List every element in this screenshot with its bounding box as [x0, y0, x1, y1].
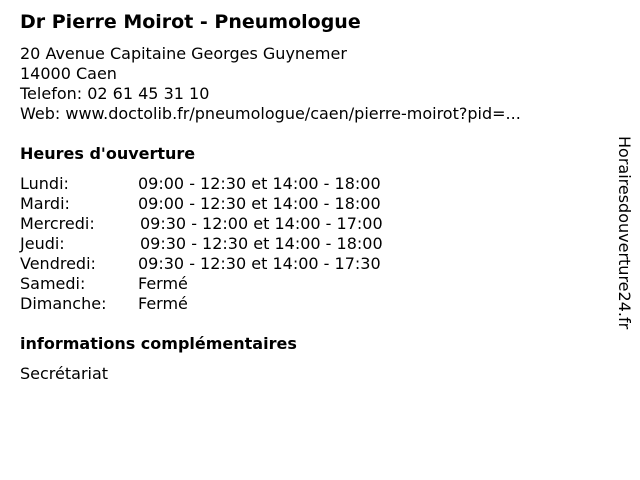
opening-hours-table	[20, 174, 440, 314]
website-line[interactable]: Web: www.doctolib.fr/pneumologue/caen/pierre-moirot?pid=...	[20, 104, 521, 123]
hours-row-friday	[20, 254, 440, 274]
day-label: Vendredi:	[20, 254, 96, 273]
page-title: Dr Pierre Moirot - Pneumologue	[20, 11, 361, 33]
contact-block	[20, 44, 521, 124]
hours-row-sunday	[20, 294, 440, 314]
hours-value: 09:30 - 12:30 et 14:00 - 18:00	[140, 234, 383, 253]
day-label: Jeudi:	[20, 234, 65, 253]
hours-value: 09:30 - 12:30 et 14:00 - 17:30	[138, 254, 381, 273]
additional-info-heading: informations complémentaires	[20, 334, 297, 353]
hours-row-monday	[20, 174, 440, 194]
day-label: Mercredi:	[20, 214, 95, 233]
phone-line[interactable]: Telefon: 02 61 45 31 10	[20, 84, 210, 103]
hours-row-tuesday	[20, 194, 440, 214]
day-label: Lundi:	[20, 174, 69, 193]
opening-hours-heading: Heures d'ouverture	[20, 144, 196, 163]
day-label: Mardi:	[20, 194, 70, 213]
hours-row-saturday	[20, 274, 440, 294]
hours-value: 09:30 - 12:00 et 14:00 - 17:00	[140, 214, 383, 233]
hours-row-wednesday	[20, 214, 440, 234]
hours-row-thursday	[20, 234, 440, 254]
hours-value: Fermé	[138, 274, 188, 293]
hours-value: 09:00 - 12:30 et 14:00 - 18:00	[138, 194, 381, 213]
day-label: Dimanche:	[20, 294, 107, 313]
site-watermark: Horairesdouverture24.fr	[615, 136, 634, 330]
additional-info-text: Secrétariat	[20, 364, 109, 383]
hours-value: 09:00 - 12:30 et 14:00 - 18:00	[138, 174, 381, 193]
hours-value: Fermé	[138, 294, 188, 313]
day-label: Samedi:	[20, 274, 86, 293]
address-line: 20 Avenue Capitaine Georges Guynemer	[20, 44, 347, 63]
city-line: 14000 Caen	[20, 64, 117, 83]
